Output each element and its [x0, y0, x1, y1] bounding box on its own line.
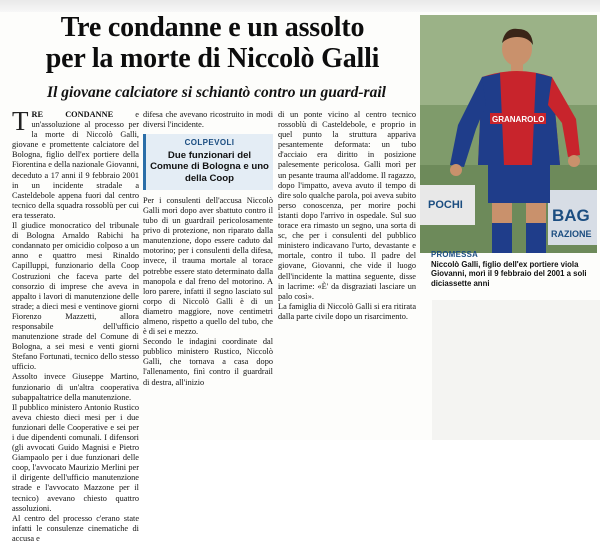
paragraph: Il giudice monocratico del tribunale di Bologna Arnaldo Rabichi ha condannato per omicidio colposo a un anno e quattro mesi Rinaldo Capilluppi, funzionario della Coop Costruzioni che faceva parte del consorzio di imprese che aveva in appalto i lavori di manutenzione delle strade; a dieci mesi e ventinove giorni Fiorenzo Mazzetti, allora responsabile dell'ufficio manutenzione strade del Comune di Bologna, a sei mesi e venti giorni Stefano Fortunati, tecnico dello stesso ufficio.: [12, 221, 139, 372]
player-photo: [420, 15, 597, 253]
photo-caption: [431, 250, 596, 288]
article-headline: [10, 12, 415, 74]
drop-cap: T: [12, 106, 29, 136]
banner-text: BAG: [552, 206, 590, 225]
banner-text-2: RAZIONE: [551, 229, 592, 239]
caption-text: Niccolò Galli, figlio dell'ex portiere viola Giovanni, morì il 9 febbraio del 2001 a soli diciassette anni: [431, 259, 587, 288]
paragraph: di un ponte vicino al centro tecnico rossoblù di Casteldebole, e proprio in quel punto la struttura appariva pesantemente deformata: un tubo d'acciaio era diritto in posizione palesemente pericolosa. Galli morì per un pesante trauma all'addome. Il ragazzo, dopo l'impatto, aveva avuto il tempo di dire solo qualche parola, poi aveva subito perso conoscenza, per morire pochi istanti dopo l'arrivo in ospedale. Sul suo torace era rimasto un segno, una sorta di sc, che per i consulenti del pubblico ministero indicavano l'urto, devastante e mortale, contro il tubo. Il padre del giovane, Giovanni, che vide il luogo dell'incidente la mattina seguente, disse in lacrime: «È' da disgraziati lasciare un palo così».: [278, 110, 417, 301]
paragraph-lead: [12, 106, 139, 221]
jersey-sponsor-text: GRANAROLO: [492, 115, 545, 124]
blank-area: [432, 300, 600, 440]
headline-line-2: per la morte di Niccolò Galli: [45, 43, 380, 74]
article-column-1: [12, 106, 139, 544]
player-photo-illustration: [420, 15, 597, 253]
article-subtitle: Il giovane calciatore si schiantò contro un guard-rail: [47, 84, 386, 101]
paragraph: Secondo le indagini coordinate dal pubblico ministero Rustico, Niccolò Galli, che tornava a casa dopo l'allenamento, finì contro il guardrail di destra, all'inizio: [143, 337, 273, 387]
article-column-3: [278, 110, 416, 322]
pull-quote-box: [143, 134, 273, 190]
paragraph: Al centro del processo c'erano state infatti le consulenze cinematiche di accusa e: [12, 513, 139, 543]
paragraph: La famiglia di Niccolò Galli si era ritirata dalla parte civile dopo un risarcimento.: [278, 301, 416, 321]
scan-edge: [0, 0, 600, 12]
pull-quote-text: Due funzionari del Comune di Bologna e uno della Coop: [150, 150, 269, 184]
paragraph: Assolto invece Giuseppe Martino, funzionario di un'altra cooperativa subappaltatrice della manutenzione.: [12, 372, 139, 402]
paragraph: Per i consulenti dell'accusa Niccolò Galli morì dopo aver sbattuto contro il tubo di un guardrail pericolosamente privo di protezione, non riparato dalla manutenzione, dopo essere caduto dal motorino; per i consulenti della difesa, invece, il trauma mortale al torace potrebbe essere stato determinato dalla manopola e dal freno del motorino. A loro parere, infatti il segno lasciato sul corpo di Niccolò Galli è di un diametro maggiore, nove centimetri almeno, rispetto a quello del tubo, che è di sei e mezzo.: [143, 195, 273, 337]
pull-quote-kicker: COLPEVOLI: [184, 138, 235, 148]
headline-line-1: Tre condanne e un assolto: [60, 12, 365, 43]
lead-rest: e un'assoluzione al processo per la morte di Niccolò Galli, giovane e promettente calciatore del Bologna, figlio dell'ex portiere della Fiorentina e della nazionale Giovanni, deceduto a 17 anni il 9 febbraio 2001 in un incidente stradale a Casteldebole appena fuori dal centro tecnico della squadra rossoblù per cui era tesserato.: [12, 110, 139, 220]
caption-kicker: PROMESSA: [431, 250, 479, 259]
paragraph: difesa che avevano ricostruito in modi diversi l'incidente.: [143, 110, 273, 130]
left-banner-text: POCHI: [428, 199, 463, 211]
article-column-2: [143, 110, 273, 388]
paragraph: Il pubblico ministero Antonio Rustico aveva chiesto dieci mesi per i due funzionari delle Cooperative e sei per i due dipendenti comunali. I difensori (gli avvocati Guido Magnisi e Pietro Giampaolo per i due funzionari delle coop, l'avvocato Maurizio Merlini per il dirigente dell'ufficio manutenzione strade e l'avvocato Mazzone per il tecnico) avevano chiesto quattro assoluzioni.: [12, 402, 139, 513]
lead-words: RE CONDANNE: [31, 110, 114, 119]
